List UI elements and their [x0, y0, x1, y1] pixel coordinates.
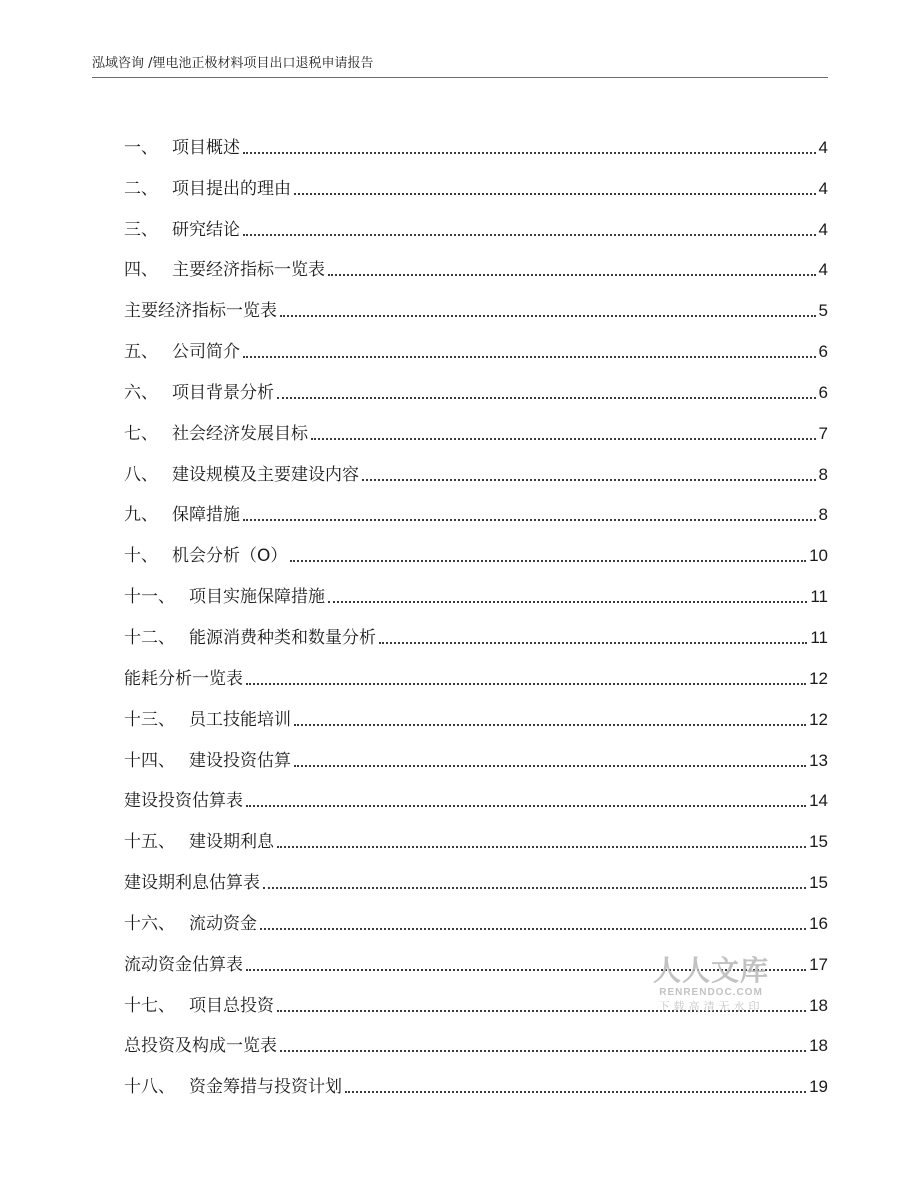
- toc-entry[interactable]: [124, 611, 828, 652]
- toc-entry-title: 项目背景分析: [172, 382, 274, 403]
- toc-entry[interactable]: [124, 1060, 828, 1101]
- toc-entry-page: 6: [818, 342, 828, 362]
- header-text: 泓域咨询 /锂电池正极材料项目出口退税申请报告: [92, 56, 374, 71]
- toc-entry-label: [124, 501, 240, 529]
- toc-entry-title: 研究结论: [172, 219, 240, 240]
- toc-dot-leader: [243, 151, 816, 154]
- toc-entry-label: [124, 256, 325, 284]
- toc-entry[interactable]: [124, 815, 828, 856]
- toc-entry-page: 15: [809, 832, 828, 852]
- toc-entry[interactable]: [124, 284, 828, 325]
- toc-entry[interactable]: [124, 366, 828, 407]
- toc-entry-page: 18: [809, 1036, 828, 1056]
- toc-entry-page: 4: [818, 178, 828, 198]
- toc-entry-page: 17: [809, 954, 828, 974]
- toc-entry-number: 七、: [124, 423, 158, 444]
- toc-entry-label: [124, 175, 291, 203]
- toc-entry-page: 15: [809, 873, 828, 893]
- toc-dot-leader: [246, 682, 806, 685]
- toc-entry-label: [124, 379, 274, 407]
- toc-entry[interactable]: [124, 489, 828, 530]
- toc-entry-title: 能源消费种类和数量分析: [189, 627, 376, 648]
- toc-entry-page: 11: [810, 587, 828, 607]
- toc-dot-leader: [246, 804, 806, 807]
- toc-entry-page: 14: [809, 791, 828, 811]
- toc-entry-number: 四、: [124, 260, 158, 281]
- toc-entry-title: 建设期利息估算表: [124, 873, 260, 894]
- toc-entry-label: [124, 624, 376, 652]
- toc-entry-page: 4: [818, 260, 828, 280]
- toc-entry-page: 19: [809, 1077, 828, 1097]
- toc-entry-label: [124, 665, 243, 693]
- toc-entry-title: 保障措施: [172, 505, 240, 526]
- toc-dot-leader: [290, 559, 806, 562]
- toc-entry-label: [124, 583, 325, 611]
- toc-entry-page: 11: [810, 627, 828, 647]
- toc-entry-title: 公司简介: [172, 342, 240, 363]
- watermark: [646, 955, 776, 1015]
- toc-entry-number: 十五、: [124, 832, 175, 853]
- toc-entry-page: 18: [809, 995, 828, 1015]
- toc-entry-title: 建设规模及主要建设内容: [172, 464, 359, 485]
- toc-entry-label: [124, 542, 287, 570]
- toc-entry-number: 十三、: [124, 709, 175, 730]
- watermark-subtitle: 下载高清无水印: [658, 1000, 764, 1013]
- toc-dot-leader: [243, 233, 816, 236]
- toc-entry-title: 项目提出的理由: [172, 178, 291, 199]
- toc-entry-title: 建设期利息: [189, 832, 274, 853]
- toc-entry[interactable]: [124, 244, 828, 285]
- toc-entry[interactable]: [124, 203, 828, 244]
- toc-entry-title: 主要经济指标一览表: [124, 301, 277, 322]
- toc-entry-label: [124, 134, 240, 162]
- toc-dot-leader: [328, 600, 807, 603]
- toc-entry-number: 十七、: [124, 995, 175, 1016]
- toc-dot-leader: [277, 396, 816, 399]
- toc-entry[interactable]: [124, 897, 828, 938]
- toc-entry-page: 5: [818, 301, 828, 321]
- toc-entry-label: [124, 706, 291, 734]
- toc-entry-number: 十、: [124, 546, 158, 567]
- toc-entry-label: [124, 869, 260, 897]
- toc-entry[interactable]: [124, 1020, 828, 1061]
- toc-entry-number: 十六、: [124, 913, 175, 934]
- toc-entry-number: 八、: [124, 464, 158, 485]
- toc-dot-leader: [277, 845, 806, 848]
- toc-entry-number: 十二、: [124, 627, 175, 648]
- toc-entry[interactable]: [124, 652, 828, 693]
- toc-entry-title: 项目总投资: [189, 995, 274, 1016]
- toc-entry-page: 13: [809, 750, 828, 770]
- toc-entry-number: 九、: [124, 505, 158, 526]
- toc-entry-page: 7: [818, 423, 828, 443]
- toc-entry-title: 员工技能培训: [189, 709, 291, 730]
- toc-entry-label: [124, 910, 257, 938]
- toc-dot-leader: [263, 886, 806, 889]
- toc-entry-number: 二、: [124, 178, 158, 199]
- toc-entry-number: 三、: [124, 219, 158, 240]
- toc-entry-page: 12: [809, 668, 828, 688]
- toc-entry-number: 六、: [124, 382, 158, 403]
- toc-entry-title: 项目实施保障措施: [189, 587, 325, 608]
- toc-entry-page: 8: [818, 505, 828, 525]
- toc-entry[interactable]: [124, 529, 828, 570]
- toc-entry-title: 流动资金: [189, 913, 257, 934]
- toc-entry-label: [124, 338, 240, 366]
- toc-dot-leader: [294, 723, 806, 726]
- page-header: [92, 55, 828, 78]
- toc-entry[interactable]: [124, 162, 828, 203]
- toc-entry-label: [124, 1032, 277, 1060]
- toc-entry-number: 五、: [124, 342, 158, 363]
- toc-entry-title: 建设投资估算: [189, 750, 291, 771]
- toc-entry-page: 4: [818, 137, 828, 157]
- toc-dot-leader: [280, 1049, 806, 1052]
- toc-entry[interactable]: [124, 734, 828, 775]
- toc-entry[interactable]: [124, 448, 828, 489]
- toc-entry-label: [124, 747, 291, 775]
- toc-entry-title: 社会经济发展目标: [172, 423, 308, 444]
- toc-entry-page: 4: [818, 219, 828, 239]
- toc-entry-title: 项目概述: [172, 137, 240, 158]
- toc-entry[interactable]: [124, 121, 828, 162]
- toc-entry[interactable]: [124, 325, 828, 366]
- toc-entry[interactable]: [124, 775, 828, 816]
- toc-entry-label: [124, 1073, 342, 1101]
- toc-entry-label: [124, 461, 359, 489]
- toc-dot-leader: [280, 314, 816, 317]
- toc-entry[interactable]: [124, 856, 828, 897]
- toc-entry-number: 十一、: [124, 587, 175, 608]
- toc-dot-leader: [345, 1090, 806, 1093]
- toc-dot-leader: [362, 478, 816, 481]
- toc-entry-page: 12: [809, 709, 828, 729]
- toc-dot-leader: [294, 192, 816, 195]
- toc-entry-number: 一、: [124, 137, 158, 158]
- toc-dot-leader: [328, 273, 816, 276]
- toc-entry-number: 十八、: [124, 1077, 175, 1098]
- toc-entry[interactable]: [124, 693, 828, 734]
- toc-entry[interactable]: [124, 407, 828, 448]
- toc-entry-label: [124, 828, 274, 856]
- toc-entry-title: 资金筹措与投资计划: [189, 1077, 342, 1098]
- toc-dot-leader: [243, 518, 816, 521]
- toc-dot-leader: [379, 641, 807, 644]
- toc-entry-title: 能耗分析一览表: [124, 668, 243, 689]
- toc-entry-page: 8: [818, 464, 828, 484]
- toc-entry-title: 机会分析（O）: [172, 546, 288, 567]
- toc-entry[interactable]: [124, 570, 828, 611]
- toc-entry-label: [124, 297, 277, 325]
- toc-entry-title: 流动资金估算表: [124, 954, 243, 975]
- toc-dot-leader: [294, 764, 806, 767]
- watermark-title: 人人文库: [652, 954, 769, 987]
- toc-entry-title: 主要经济指标一览表: [172, 260, 325, 281]
- toc-dot-leader: [243, 355, 816, 358]
- toc-dot-leader: [311, 437, 816, 440]
- toc-entry-label: [124, 951, 243, 979]
- toc-entry-page: 6: [818, 382, 828, 402]
- toc-entry-title: 总投资及构成一览表: [124, 1036, 277, 1057]
- toc-entry-label: [124, 420, 308, 448]
- toc-entry-page: 16: [809, 913, 828, 933]
- toc-entry-label: [124, 992, 274, 1020]
- toc-entry-label: [124, 787, 243, 815]
- toc-entry-page: 10: [809, 546, 828, 566]
- toc-entry-label: [124, 216, 240, 244]
- toc-dot-leader: [260, 927, 806, 930]
- watermark-url: RENRENDOC.COM: [659, 987, 763, 998]
- toc-entry-number: 十四、: [124, 750, 175, 771]
- toc-entry-title: 建设投资估算表: [124, 791, 243, 812]
